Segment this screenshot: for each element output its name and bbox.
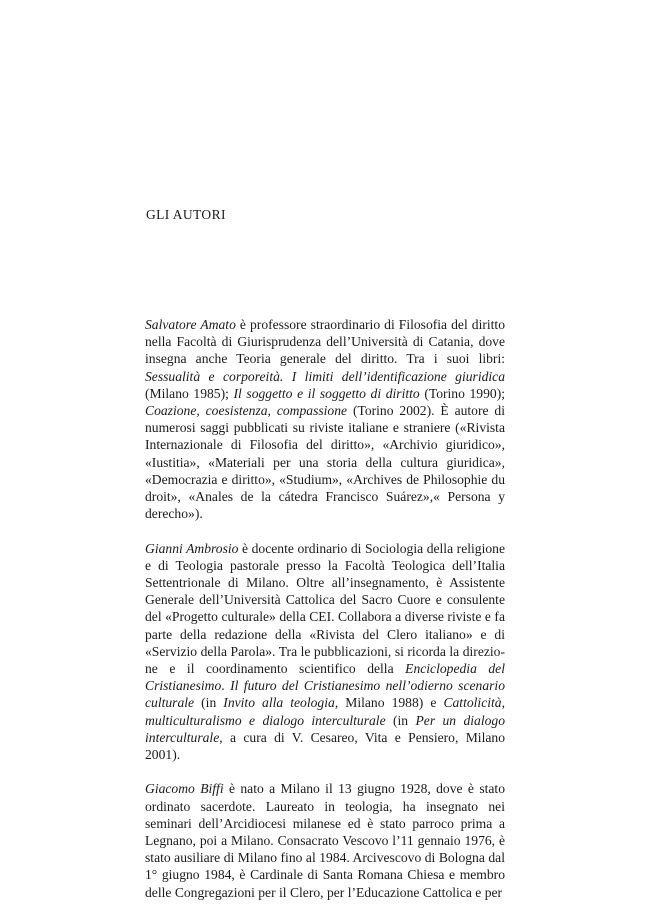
- body-text: (Torino 1990);: [419, 385, 505, 401]
- body-text: .: [221, 678, 231, 694]
- body-text: (Torino 2002). È autore di numerosi saggi pubblicati su riviste italiane e straniere («Rivista Internazionale di Filosofia del diritto», «Archivio giuridico», «Iustitia», «Materiali per una storia della cultura giuridica», «Democrazia e diritto», «Studium», «Archives de Philosophie du droit», «Anales de la cátedra Francisco Suárez»,« Persona y derecho»).: [145, 403, 505, 522]
- body-text: è nato a Milano il 13 giugno 1928, dove è stato ordinato sacerdote. Laureato in teologia, ha insegnato nei seminari dell’Arcidiocesi milanese ed è stato parroco prima a Legnano, poi a Milano. Consacrato Vescovo l’11 gennaio 1976, è stato ausiliare di Milano fino al 1984. Arcivescovo di Bologna dal 1° giugno 1984, è Cardinale di Santa Romana Chiesa e membro delle Congregazioni per il Clero, per l’Educazione Cattolica e per: [145, 781, 506, 900]
- italic-text: Gianni Ambrosio: [145, 540, 239, 556]
- italic-text: Coazione, coesistenza, compassione: [145, 403, 348, 419]
- author-bios: [145, 316, 505, 918]
- italic-text: Il soggetto e il soggetto di diritto: [233, 385, 420, 401]
- body-text: (in: [194, 695, 224, 711]
- section-heading: GLI AUTORI: [146, 207, 226, 222]
- italic-text: Salvatore Amato: [145, 317, 236, 332]
- italic-text: Enciclopedia del Cristianesimo: [145, 661, 505, 694]
- italic-text: Il futuro del Cristianesimo nell’odierno scenario culturale: [145, 678, 505, 711]
- italic-text: Invito alla teologia: [223, 695, 335, 711]
- body-text: , a cura di V. Cesareo, Vita e Pensiero, Milano 2001).: [145, 729, 505, 763]
- italic-text: Giacomo Biffi: [145, 781, 224, 797]
- body-text: è docente ordinario di Sociologia della religione e di Teologia pastorale presso la Facoltà Teologica dell’Italia Settentrionale di Milano. Oltre all’insegnamento, è Assistente Generale dell’Università Cattolica del Sacro Cuore e consulente del «Progetto culturale» della CEI. Collabora a diverse riviste e fa parte della redazione della «Rivista del Clero italiano» e di «Servizio della Parola». Tra le pubblicazioni, si ricorda la direzione e il coordinamento scientifico della: [145, 540, 505, 677]
- italic-text: Per un dialogo interculturale: [145, 712, 505, 745]
- body-text: , Milano 1988) e: [334, 695, 444, 711]
- body-text: (in: [385, 712, 416, 728]
- body-text: (Milano 1985);: [145, 385, 234, 401]
- author-bio: [145, 780, 505, 900]
- body-text: è professore straordinario di Filosofia del diritto nella Facoltà di Giurisprudenza dell’Università di Catania, dove insegna anche Teoria generale del diritto. Tra i suoi libri:: [145, 317, 506, 367]
- author-bio: [145, 316, 505, 522]
- italic-text: Cattolicità, multiculturalismo e dialogo interculturale: [145, 695, 505, 728]
- italic-text: Sessualità e corporeità. I limiti dell’identificazione giuridica: [145, 368, 505, 384]
- author-bio: [145, 540, 505, 764]
